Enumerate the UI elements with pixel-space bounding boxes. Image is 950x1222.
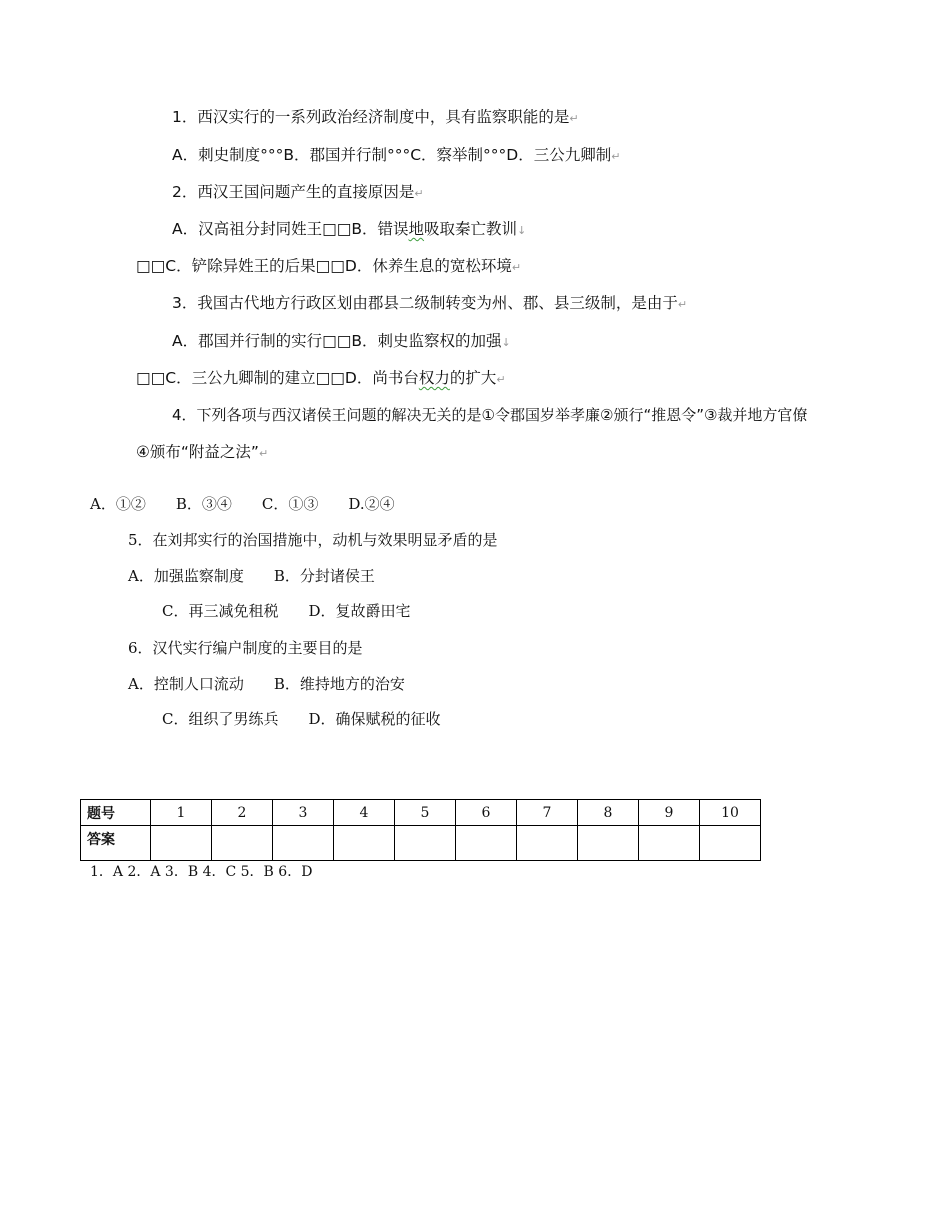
- answer-table: [80, 799, 761, 861]
- q1-options-text: A．刺史制度°°°B．郡国并行制°°°C．察举制°°°D．三公九卿制: [172, 146, 612, 164]
- spellcheck-underlined-text: 权力: [418, 369, 450, 387]
- answer-cell: [700, 826, 761, 861]
- q4-options: [90, 494, 395, 514]
- answer-cell: [578, 826, 639, 861]
- answer-cell: [151, 826, 212, 861]
- table-number-cell: 2: [212, 800, 273, 826]
- answer-cell: [517, 826, 578, 861]
- table-number-cell: 3: [273, 800, 334, 826]
- q5-stem-text: 5．在刘邦实行的治国措施中，动机与效果明显矛盾的是: [128, 531, 498, 549]
- q6-options-ab-text: A．控制人口流动 B．维持地方的治安: [128, 675, 405, 693]
- answer-cell: [456, 826, 517, 861]
- spellcheck-underlined-text: 地: [408, 220, 425, 238]
- answer-cell: [334, 826, 395, 861]
- answer-key: [90, 862, 312, 882]
- q1-stem-text: 1．西汉实行的一系列政治经济制度中，具有监察职能的是: [172, 108, 570, 126]
- answer-cell: [273, 826, 334, 861]
- table-row-answers: [81, 826, 761, 861]
- table-answer-label: 答案: [81, 826, 151, 861]
- q4-options-text: A．①② B．③④ C．①③ D.②④: [90, 495, 395, 513]
- q3-stem-text: 3．我国古代地方行政区划由郡县二级制转变为州、郡、县三级制，是由于: [172, 294, 678, 312]
- q4-stem-continued-text: ④颁布“附益之法”: [136, 443, 259, 461]
- q3-options-ab: [172, 331, 511, 353]
- q4-stem-continued: [136, 442, 268, 464]
- q5-stem: [128, 530, 498, 550]
- q6-options-cd-text: C．组织了男练兵 D．确保赋税的征收: [162, 710, 441, 728]
- q5-options-cd-text: C．再三减免租税 D．复故爵田宅: [162, 602, 411, 620]
- q3-options-cd-text: □□C．三公九卿制的建立□□D．尚书台: [136, 369, 419, 387]
- q5-options-ab-text: A．加强监察制度 B．分封诸侯王: [128, 567, 375, 585]
- q3-options-cd-text-end: 的扩大: [449, 369, 497, 387]
- table-header-label: 题号: [81, 800, 151, 826]
- table-number-cell: 4: [334, 800, 395, 826]
- table-number-cell: 6: [456, 800, 517, 826]
- q4-stem: [172, 405, 807, 425]
- q6-options-ab: [128, 674, 405, 694]
- answer-cell: [395, 826, 456, 861]
- q2-options-ab-text-end: 吸取秦亡教训: [424, 220, 518, 238]
- q4-stem-text: 4．下列各项与西汉诸侯王问题的解决无关的是①令郡国岁举孝廉②颁行“推恩令”③裁并地方官僚: [172, 406, 808, 424]
- paragraph-mark-icon: ↵: [496, 373, 506, 386]
- paragraph-mark-icon: ↵: [677, 298, 688, 311]
- q3-options-cd: [136, 368, 506, 390]
- q2-stem: [172, 182, 424, 204]
- q1-options: [172, 145, 620, 167]
- q2-options-ab: [172, 219, 526, 241]
- table-number-cell: 7: [517, 800, 578, 826]
- q2-stem-text: 2．西汉王国问题产生的直接原因是: [172, 183, 415, 201]
- paragraph-mark-icon: ↵: [258, 447, 269, 460]
- table-number-cell: 1: [151, 800, 212, 826]
- q6-options-cd: [162, 709, 441, 729]
- table-number-cell: 10: [700, 800, 761, 826]
- line-break-mark-icon: ↓: [501, 336, 511, 349]
- q2-options-cd: [136, 256, 521, 278]
- paragraph-mark-icon: ↵: [569, 112, 579, 125]
- q6-stem-text: 6．汉代实行编户制度的主要目的是: [128, 639, 363, 657]
- q5-options-ab: [128, 566, 375, 586]
- table-row-numbers: [81, 800, 761, 826]
- paragraph-mark-icon: ↵: [611, 150, 621, 163]
- answer-cell: [639, 826, 700, 861]
- answer-cell: [212, 826, 273, 861]
- q3-stem: [172, 293, 687, 315]
- paragraph-mark-icon: ↵: [511, 261, 522, 274]
- table-number-cell: 5: [395, 800, 456, 826]
- table-number-cell: 8: [578, 800, 639, 826]
- q3-options-ab-text: A．郡国并行制的实行□□B．刺史监察权的加强: [172, 332, 502, 350]
- q6-stem: [128, 638, 363, 658]
- q1-stem: [172, 107, 579, 129]
- paragraph-mark-icon: ↵: [414, 187, 424, 200]
- table-number-cell: 9: [639, 800, 700, 826]
- q2-options-cd-text: □□C．铲除异姓王的后果□□D．休养生息的宽松环境: [136, 257, 512, 275]
- line-break-mark-icon: ↓: [517, 224, 527, 237]
- q5-options-cd: [162, 601, 411, 621]
- q2-options-ab-text: A．汉高祖分封同姓王□□B．错误: [172, 220, 409, 238]
- answer-key-text: 1．A 2．A 3．B 4．C 5．B 6．D: [90, 864, 313, 880]
